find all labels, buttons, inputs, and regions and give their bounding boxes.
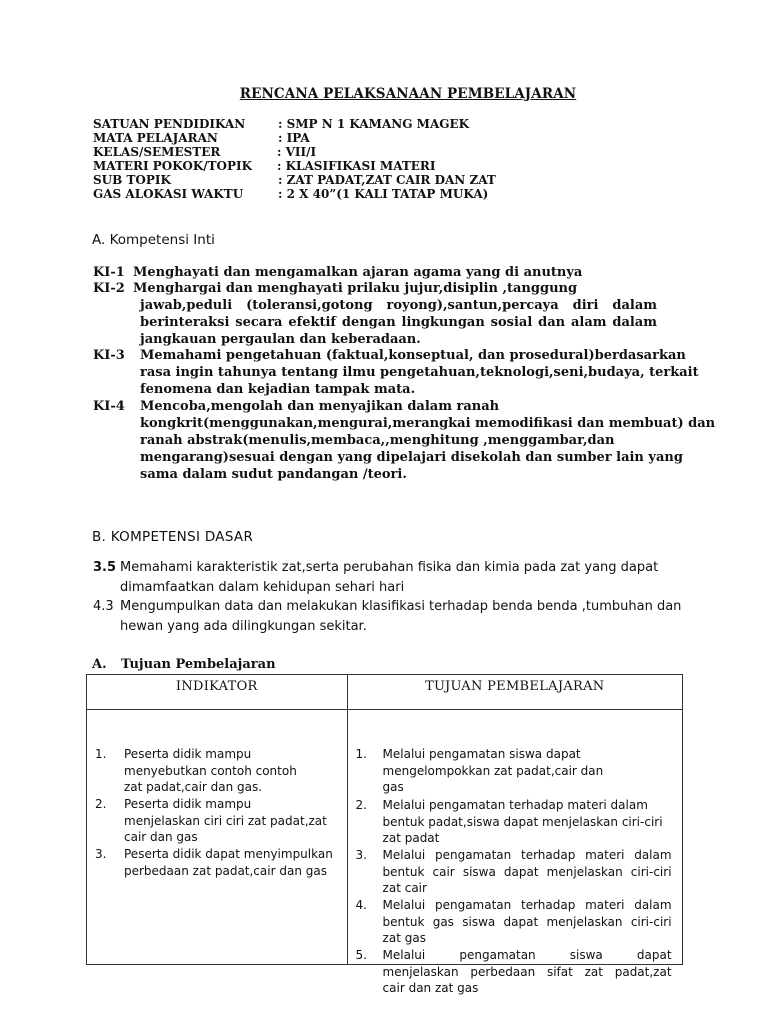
list-item: [95, 846, 340, 880]
meta-value: : 2 X 40”(1 KALI TATAP MUKA): [278, 187, 489, 201]
ki-text-line: fenomena dan kejadian tampak mata.: [140, 382, 416, 397]
ki-text-line: rasa ingin tahunya tentang ilmu pengetahuan,teknologi,seni,budaya, terkait: [140, 365, 699, 380]
list-text-line: bentuk padat,siswa dapat menjelaskan ciri-ciri: [382, 814, 663, 829]
section-a-heading: A. Kompetensi Inti: [92, 232, 215, 248]
kd-text-line: Mengumpulkan data dan melakukan klasifikasi terhadap benda benda ,tumbuhan dan: [120, 599, 682, 614]
ki-text-line: kongkrit(menggunakan,mengurai,merangkai memodifikasi dan membuat) dan: [140, 416, 716, 431]
list-text-line: Melalui pengamatan siswa dapat: [382, 747, 581, 761]
meta-value: : SMP N 1 KAMANG MAGEK: [278, 117, 470, 131]
kd-text-line: hewan yang ada dilingkungan sekitar.: [120, 619, 367, 634]
meta-value: : KLASIFIKASI MATERI: [277, 159, 436, 173]
list-text-line: gas: [382, 780, 404, 794]
list-item: [356, 797, 674, 847]
tujuan-table: [86, 674, 683, 995]
meta-key: SUB TOPIK: [93, 173, 171, 187]
ki-text-line: jangkauan pergaulan dan keberadaan.: [140, 332, 421, 347]
meta-key: MATERI POKOK/TOPIK: [93, 159, 253, 173]
meta-key: KELAS/SEMESTER: [93, 145, 221, 159]
ki-label: KI-2: [93, 281, 125, 296]
list-text-line: Melalui pengamatan siswa dapat: [382, 948, 672, 962]
ki-text-line: Mencoba,mengolah dan menyajikan dalam ranah: [140, 399, 500, 414]
list-text-line: cair dan zat gas: [382, 981, 479, 995]
list-text-line: Peserta didik mampu: [124, 747, 252, 761]
table-header-row: [87, 675, 683, 710]
ki-label: KI-3: [93, 348, 125, 363]
list-text-line: menjelaskan ciri ciri zat padat,zat: [124, 813, 327, 828]
list-number: 1.: [95, 747, 107, 761]
list-text-line: menjelaskan perbedaan sifat zat padat,zat: [382, 964, 672, 979]
ki-text-line: Menghayati dan mengamalkan ajaran agama yang di anutnya: [133, 265, 583, 280]
ki-text-line: sama dalam sudut pandangan /teori.: [140, 467, 407, 482]
meta-value: : VII/I: [277, 145, 317, 159]
kd-number: 4.3: [93, 599, 114, 614]
list-number: 2.: [355, 798, 367, 812]
list-number: 5.: [355, 948, 367, 962]
list-item: [95, 746, 340, 796]
kd-text-line: Memahami karakteristik zat,serta perubahan fisika dan kimia pada zat yang dapat: [120, 560, 659, 575]
list-text-line: Melalui pengamatan terhadap materi dalam: [382, 898, 672, 912]
list-item: [356, 947, 674, 997]
document-title: RENCANA PELAKSANAAN PEMBELAJARAN: [239, 86, 577, 102]
list-text-line: zat padat: [382, 831, 440, 845]
meta-key: GAS ALOKASI WAKTU: [93, 187, 244, 201]
list-item: [356, 897, 674, 947]
list-text-line: cair dan gas: [124, 830, 198, 844]
list-text-line: menyebutkan contoh contoh: [124, 763, 297, 778]
ki-text-line: mengarang)sesuai dengan yang dipelajari disekolah dan sumber lain yang: [140, 450, 683, 465]
kd-text-line: dimamfaatkan dalam kehidupan sehari hari: [120, 580, 405, 595]
section-b-heading: B. KOMPETENSI DASAR: [92, 529, 254, 545]
table-row: [87, 710, 683, 965]
list-text-line: mengelompokkan zat padat,cair dan: [382, 763, 604, 778]
ki-label: KI-4: [93, 399, 125, 414]
list-number: 4.: [355, 898, 367, 912]
list-text-line: zat cair: [382, 881, 427, 895]
list-text-line: Melalui pengamatan terhadap materi dalam: [382, 798, 648, 812]
ki-text-line: Memahami pengetahuan (faktual,konseptual, dan prosedural)berdasarkan: [140, 348, 686, 363]
ki-text-line: ranah abstrak(menulis,membaca,,menghitung ,menggambar,dan: [140, 433, 615, 448]
kd-number: 3.5: [93, 560, 117, 575]
meta-key: MATA PELAJARAN: [93, 131, 218, 145]
list-item: [95, 796, 340, 846]
list-text-line: zat padat,cair dan gas.: [124, 780, 263, 794]
meta-value: : ZAT PADAT,ZAT CAIR DAN ZAT: [278, 173, 496, 187]
tujuan-cell: [347, 710, 682, 995]
ki-text-line: berinteraksi secara efektif dengan lingkungan sosial dan alam dalam: [140, 315, 657, 330]
list-number: 3.: [95, 847, 107, 861]
section-c-label: A.: [92, 657, 107, 672]
column-header-tujuan: TUJUAN PEMBELAJARAN: [347, 675, 682, 710]
list-item: [356, 746, 674, 796]
indikator-cell: [87, 710, 348, 965]
list-text-line: Peserta didik dapat menyimpulkan: [124, 847, 333, 861]
list-number: 1.: [355, 747, 367, 761]
ki-label: KI-1: [93, 265, 125, 280]
column-header-indikator: INDIKATOR: [87, 675, 348, 710]
list-number: 3.: [355, 848, 367, 862]
list-text-line: Melalui pengamatan terhadap materi dalam: [382, 848, 672, 862]
list-number: 2.: [95, 797, 107, 811]
meta-key: SATUAN PENDIDIKAN: [93, 117, 246, 131]
ki-text-line: Menghargai dan menghayati prilaku jujur,disiplin ,tanggung: [133, 281, 578, 296]
meta-value: : IPA: [278, 131, 310, 145]
list-text-line: Peserta didik mampu: [124, 797, 252, 811]
section-c-heading: Tujuan Pembelajaran: [121, 657, 276, 672]
list-text-line: perbedaan zat padat,cair dan gas: [124, 863, 327, 878]
ki-text-line: jawab,peduli (toleransi,gotong royong),santun,percaya diri dalam: [140, 298, 657, 313]
list-text-line: bentuk cair siswa dapat menjelaskan ciri-ciri: [382, 864, 672, 879]
list-text-line: bentuk gas siswa dapat menjelaskan ciri-ciri: [382, 914, 672, 929]
list-item: [356, 847, 674, 897]
list-text-line: zat gas: [382, 931, 426, 945]
